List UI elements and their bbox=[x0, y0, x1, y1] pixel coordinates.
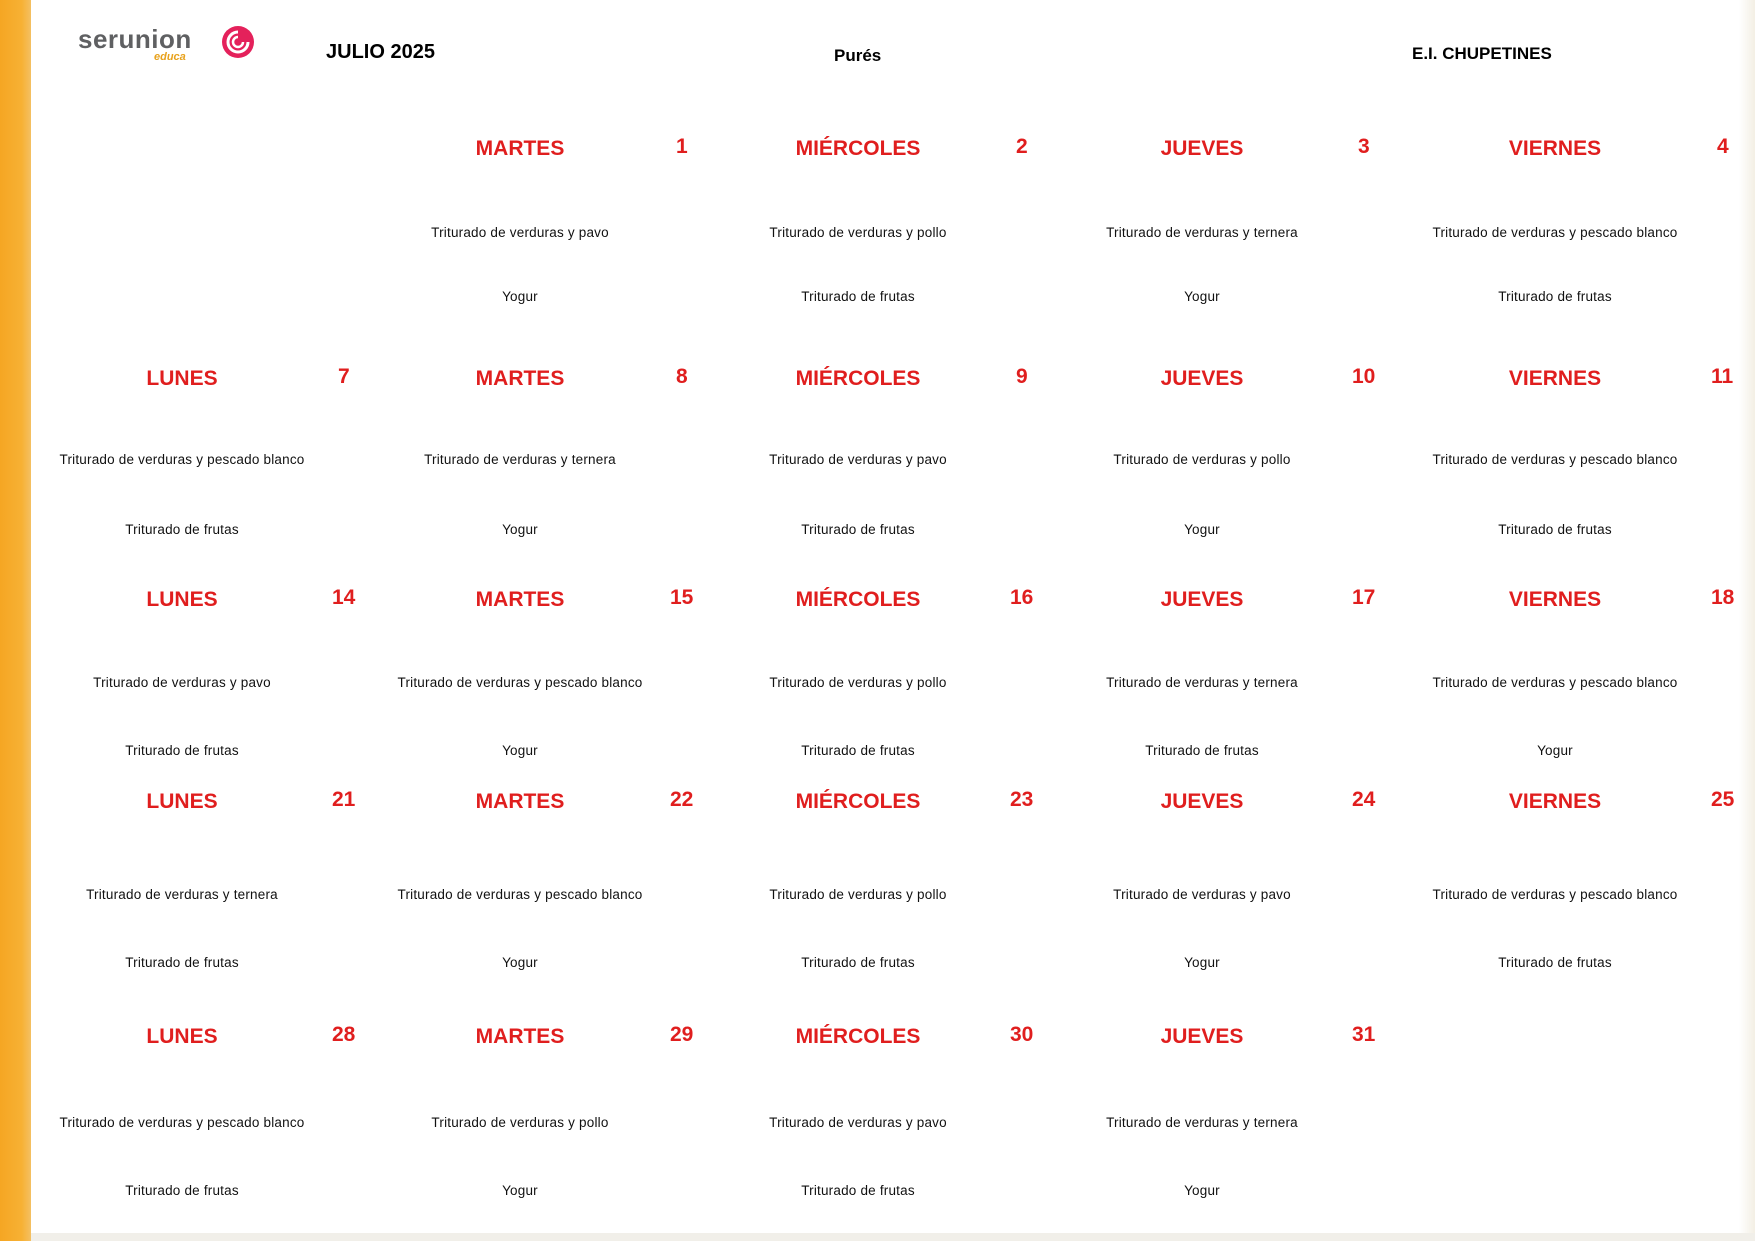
main-dish: Triturado de verduras y pavo bbox=[1113, 887, 1291, 902]
day-number: 1 bbox=[676, 135, 688, 158]
day-cell bbox=[22, 365, 350, 567]
day-name: MIÉRCOLES bbox=[795, 367, 921, 390]
main-dish: Triturado de verduras y ternera bbox=[86, 887, 278, 902]
day-name: JUEVES bbox=[1160, 367, 1244, 390]
day-number: 11 bbox=[1711, 365, 1734, 388]
main-dish: Triturado de verduras y pescado blanco bbox=[1432, 887, 1678, 902]
day-name: MARTES bbox=[475, 137, 565, 160]
dessert: Yogur bbox=[1184, 522, 1220, 537]
day-cell bbox=[1042, 586, 1376, 788]
bottom-page-edge bbox=[31, 1233, 1755, 1241]
day-name: MIÉRCOLES bbox=[795, 588, 921, 611]
main-dish: Triturado de verduras y pescado blanco bbox=[1432, 225, 1678, 240]
day-number: 3 bbox=[1358, 135, 1370, 158]
day-cell bbox=[360, 135, 688, 337]
day-number: 23 bbox=[1010, 788, 1034, 811]
day-cell bbox=[22, 1023, 356, 1225]
swirl-logo-icon bbox=[220, 24, 256, 60]
day-number: 28 bbox=[332, 1023, 356, 1046]
day-cell bbox=[360, 1023, 694, 1225]
dessert: Yogur bbox=[1184, 289, 1220, 304]
day-number: 24 bbox=[1352, 788, 1376, 811]
day-cell bbox=[1042, 1023, 1376, 1225]
day-cell bbox=[360, 586, 694, 788]
main-dish: Triturado de verduras y ternera bbox=[1106, 225, 1298, 240]
main-dish: Triturado de verduras y pescado blanco bbox=[1432, 675, 1678, 690]
day-cell bbox=[22, 788, 356, 990]
day-cell bbox=[1395, 586, 1735, 788]
dessert: Triturado de frutas bbox=[125, 743, 239, 758]
day-number: 8 bbox=[676, 365, 688, 388]
dessert: Triturado de frutas bbox=[801, 955, 915, 970]
main-dish: Triturado de verduras y pavo bbox=[769, 452, 947, 467]
day-name: MARTES bbox=[475, 588, 565, 611]
day-cell bbox=[698, 1023, 1034, 1225]
dessert: Triturado de frutas bbox=[1498, 522, 1612, 537]
dessert: Yogur bbox=[502, 955, 538, 970]
day-name: LUNES bbox=[146, 790, 218, 813]
day-name: MARTES bbox=[475, 1025, 565, 1048]
logo-wordmark: serunion bbox=[78, 24, 192, 54]
month-title: JULIO 2025 bbox=[326, 41, 435, 63]
main-dish: Triturado de verduras y ternera bbox=[424, 452, 616, 467]
main-dish: Triturado de verduras y pescado blanco bbox=[397, 675, 643, 690]
dessert: Yogur bbox=[1184, 1183, 1220, 1198]
day-number: 17 bbox=[1352, 586, 1376, 609]
dessert: Yogur bbox=[1184, 955, 1220, 970]
day-name: MIÉRCOLES bbox=[795, 790, 921, 813]
main-dish: Triturado de verduras y pollo bbox=[769, 675, 947, 690]
main-dish: Triturado de verduras y pavo bbox=[769, 1115, 947, 1130]
day-cell bbox=[1042, 788, 1376, 990]
menu-type-title: Purés bbox=[834, 46, 882, 65]
dessert: Triturado de frutas bbox=[125, 1183, 239, 1198]
logo-subtitle: educa bbox=[154, 51, 186, 63]
dessert: Yogur bbox=[502, 1183, 538, 1198]
main-dish: Triturado de verduras y pollo bbox=[769, 887, 947, 902]
main-dish: Triturado de verduras y ternera bbox=[1106, 675, 1298, 690]
day-name: JUEVES bbox=[1160, 137, 1244, 160]
day-cell bbox=[360, 365, 688, 567]
day-number: 18 bbox=[1711, 586, 1735, 609]
day-name: MIÉRCOLES bbox=[795, 137, 921, 160]
dessert: Triturado de frutas bbox=[801, 289, 915, 304]
day-number: 4 bbox=[1717, 135, 1729, 158]
day-cell bbox=[22, 586, 356, 788]
day-cell bbox=[698, 586, 1034, 788]
right-page-edge bbox=[1739, 0, 1755, 1241]
day-cell bbox=[698, 135, 1028, 337]
main-dish: Triturado de verduras y pescado blanco bbox=[59, 1115, 305, 1130]
day-name: LUNES bbox=[146, 367, 218, 390]
main-dish: Triturado de verduras y ternera bbox=[1106, 1115, 1298, 1130]
day-number: 2 bbox=[1016, 135, 1028, 158]
day-name: JUEVES bbox=[1160, 588, 1244, 611]
day-number: 30 bbox=[1010, 1023, 1034, 1046]
day-cell bbox=[1042, 365, 1376, 567]
dessert: Triturado de frutas bbox=[1498, 955, 1612, 970]
school-name: E.I. CHUPETINES bbox=[1412, 44, 1552, 63]
day-name: MARTES bbox=[475, 367, 565, 390]
main-dish: Triturado de verduras y pescado blanco bbox=[1432, 452, 1678, 467]
main-dish: Triturado de verduras y pavo bbox=[431, 225, 609, 240]
day-name: VIERNES bbox=[1508, 790, 1602, 813]
day-name: MIÉRCOLES bbox=[795, 1025, 921, 1048]
day-cell bbox=[698, 788, 1034, 990]
dessert: Yogur bbox=[502, 289, 538, 304]
serunion-logo bbox=[78, 24, 258, 64]
dessert: Triturado de frutas bbox=[1498, 289, 1612, 304]
day-cell bbox=[1395, 365, 1734, 567]
day-cell bbox=[1042, 135, 1370, 337]
dessert: Triturado de frutas bbox=[801, 522, 915, 537]
main-dish: Triturado de verduras y pescado blanco bbox=[59, 452, 305, 467]
main-dish: Triturado de verduras y pollo bbox=[431, 1115, 609, 1130]
day-number: 31 bbox=[1352, 1023, 1376, 1046]
dessert: Yogur bbox=[502, 522, 538, 537]
day-name: MARTES bbox=[475, 790, 565, 813]
day-name: VIERNES bbox=[1508, 367, 1602, 390]
day-number: 25 bbox=[1711, 788, 1735, 811]
day-cell bbox=[698, 365, 1028, 567]
dessert: Yogur bbox=[502, 743, 538, 758]
main-dish: Triturado de verduras y pollo bbox=[1113, 452, 1291, 467]
dessert: Triturado de frutas bbox=[1145, 743, 1259, 758]
day-number: 29 bbox=[670, 1023, 694, 1046]
day-name: LUNES bbox=[146, 588, 218, 611]
day-name: VIERNES bbox=[1508, 588, 1602, 611]
main-dish: Triturado de verduras y pescado blanco bbox=[397, 887, 643, 902]
dessert: Triturado de frutas bbox=[125, 522, 239, 537]
day-name: JUEVES bbox=[1160, 790, 1244, 813]
day-cell bbox=[1395, 788, 1735, 990]
day-number: 21 bbox=[332, 788, 356, 811]
dessert: Triturado de frutas bbox=[801, 1183, 915, 1198]
day-number: 7 bbox=[338, 365, 350, 388]
main-dish: Triturado de verduras y pollo bbox=[769, 225, 947, 240]
day-number: 14 bbox=[332, 586, 356, 609]
dessert: Yogur bbox=[1537, 743, 1573, 758]
day-number: 9 bbox=[1016, 365, 1028, 388]
day-number: 10 bbox=[1352, 365, 1376, 388]
dessert: Triturado de frutas bbox=[125, 955, 239, 970]
day-number: 16 bbox=[1010, 586, 1034, 609]
day-name: VIERNES bbox=[1508, 137, 1602, 160]
day-cell bbox=[360, 788, 694, 990]
dessert: Triturado de frutas bbox=[801, 743, 915, 758]
main-dish: Triturado de verduras y pavo bbox=[93, 675, 271, 690]
day-number: 22 bbox=[670, 788, 694, 811]
day-number: 15 bbox=[670, 586, 694, 609]
day-name: JUEVES bbox=[1160, 1025, 1244, 1048]
day-name: LUNES bbox=[146, 1025, 218, 1048]
day-cell bbox=[1395, 135, 1729, 337]
